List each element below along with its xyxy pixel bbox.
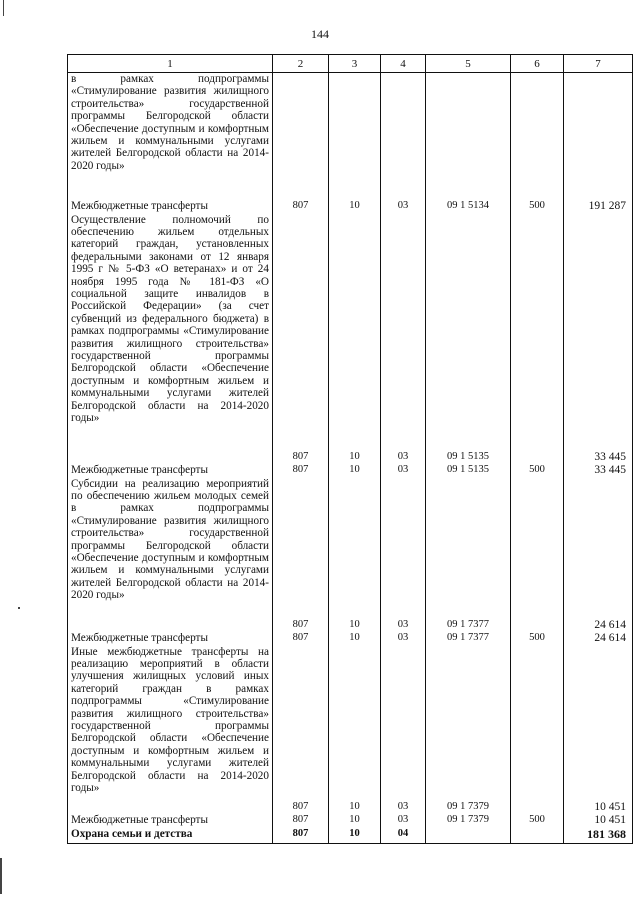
- header-col-6: 6: [511, 55, 564, 73]
- table-row: [68, 478, 633, 632]
- row-admin-code: [273, 73, 329, 200]
- row-description: Осуществление полномочий по обеспечению жильем отдельных категорий граждан, установленных федеральными законами от 12 января 1995 г № 5-ФЗ «О ветеранах» и от 24 ноября 1995 года № 181-ФЗ «О социальной защите инвалидов в Российской Федерации» (за счет субвенций из федерального бюджета) в рамках подпрограммы «Стимулирование развития жилищного строительства» государственной программы Белгородской области «Обеспечение доступным и комфортным жильем и коммунальными услугами жителей Белгородской области на 2014-2020 годы»: [68, 214, 273, 464]
- row-description: в рамках подпрограммы «Стимулирование развития жилищного строительства» государственной программы Белгородской области «Обеспечение доступным и комфортным жильем и коммунальными услугами жителей Белгородской области на 2014-2020 годы»: [68, 73, 273, 200]
- scan-edge-mark-bottom: [0, 858, 2, 894]
- page-number: 144: [311, 27, 329, 41]
- row-section: 10: [329, 646, 381, 814]
- row-expense-type: [511, 73, 564, 200]
- row-admin-code: 807: [273, 632, 329, 646]
- row-amount: [564, 73, 633, 200]
- row-section: 10: [329, 464, 381, 478]
- row-subsection: 03: [381, 464, 426, 478]
- row-admin-code: 807: [273, 814, 329, 828]
- row-target-article: 09 1 7379: [426, 814, 511, 828]
- row-target-article: 09 1 5134: [426, 200, 511, 214]
- row-section: 10: [329, 632, 381, 646]
- table-row: [68, 632, 633, 646]
- row-description: Межбюджетные трансферты: [68, 814, 273, 828]
- row-description: Иные межбюджетные трансферты на реализацию мероприятий в области улучшения жилищных условий иных категорий граждан в рамках подпрограммы «Стимулирование развития жилищного строительства» государственной программы Белгородской области «Обеспечение доступным и комфортным жильем и коммунальными услугами жителей Белгородской области на 2014-2020 годы»: [68, 646, 273, 814]
- header-col-2: 2: [273, 55, 329, 73]
- table-header-row: [68, 55, 633, 73]
- header-col-3: 3: [329, 55, 381, 73]
- row-description: Межбюджетные трансферты: [68, 200, 273, 214]
- table-row: [68, 73, 633, 200]
- row-section: 10: [329, 200, 381, 214]
- row-amount: 24 614: [564, 478, 633, 632]
- budget-table: [67, 54, 633, 844]
- row-subsection: 03: [381, 632, 426, 646]
- row-description: Охрана семьи и детства: [68, 828, 273, 844]
- row-amount: 10 451: [564, 646, 633, 814]
- row-expense-type: [511, 214, 564, 464]
- row-expense-type: 500: [511, 814, 564, 828]
- row-amount: 33 445: [564, 214, 633, 464]
- row-description: Межбюджетные трансферты: [68, 632, 273, 646]
- row-target-article: 09 1 7379: [426, 646, 511, 814]
- row-description: Субсидии на реализацию мероприятий по обеспечению жильем молодых семей в рамках подпрограммы «Стимулирование развития жилищного строительства» государственной программы Белгородской области «Обеспечение доступным и комфортным жильем и коммунальными услугами жителей Белгородской области на 2014-2020 годы»: [68, 478, 273, 632]
- row-admin-code: 807: [273, 200, 329, 214]
- header-col-7: 7: [564, 55, 633, 73]
- row-expense-type: 500: [511, 632, 564, 646]
- scan-dot: [18, 607, 20, 609]
- table-row: [68, 200, 633, 214]
- row-expense-type: [511, 478, 564, 632]
- row-amount: 181 368: [564, 828, 633, 844]
- row-amount: 33 445: [564, 464, 633, 478]
- row-subsection: 03: [381, 646, 426, 814]
- row-expense-type: 500: [511, 200, 564, 214]
- header-col-5: 5: [426, 55, 511, 73]
- table-row: [68, 646, 633, 814]
- row-amount: 24 614: [564, 632, 633, 646]
- row-target-article: 09 1 7377: [426, 632, 511, 646]
- row-section: 10: [329, 478, 381, 632]
- row-section: 10: [329, 214, 381, 464]
- row-subsection: 03: [381, 814, 426, 828]
- row-subsection: 04: [381, 828, 426, 844]
- row-subsection: 03: [381, 200, 426, 214]
- row-subsection: 03: [381, 214, 426, 464]
- row-subsection: 03: [381, 478, 426, 632]
- row-subsection: [381, 73, 426, 200]
- row-admin-code: 807: [273, 464, 329, 478]
- header-col-4: 4: [381, 55, 426, 73]
- row-section: 10: [329, 814, 381, 828]
- header-col-1: 1: [68, 55, 273, 73]
- row-amount: 191 287: [564, 200, 633, 214]
- row-target-article: [426, 828, 511, 844]
- row-admin-code: 807: [273, 478, 329, 632]
- row-amount: 10 451: [564, 814, 633, 828]
- row-admin-code: 807: [273, 214, 329, 464]
- row-admin-code: 807: [273, 828, 329, 844]
- row-section: [329, 73, 381, 200]
- row-target-article: 09 1 5135: [426, 464, 511, 478]
- table-row: [68, 214, 633, 464]
- table-row: [68, 828, 633, 844]
- table-row: [68, 464, 633, 478]
- row-expense-type: 500: [511, 464, 564, 478]
- scan-edge-mark-top: [3, 0, 4, 16]
- row-target-article: 09 1 5135: [426, 214, 511, 464]
- row-target-article: 09 1 7377: [426, 478, 511, 632]
- row-admin-code: 807: [273, 646, 329, 814]
- table-row: [68, 814, 633, 828]
- row-expense-type: [511, 646, 564, 814]
- row-section: 10: [329, 828, 381, 844]
- row-expense-type: [511, 828, 564, 844]
- row-target-article: [426, 73, 511, 200]
- row-description: Межбюджетные трансферты: [68, 464, 273, 478]
